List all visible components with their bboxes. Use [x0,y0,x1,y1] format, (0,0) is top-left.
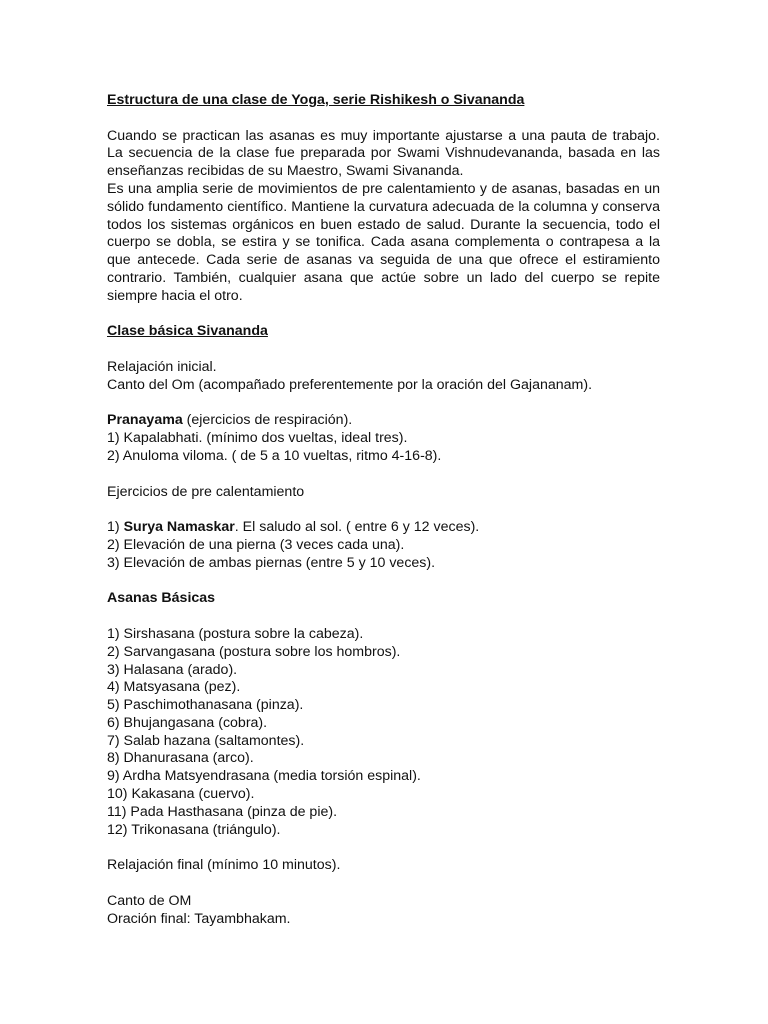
pranayama-item: 1) Kapalabhati. (mínimo dos vueltas, ideal tres). [107,430,408,447]
asana-item: 4) Matsyasana (pez). [107,679,241,696]
warmup-heading: Ejercicios de pre calentamiento [107,483,305,500]
asana-item: 10) Kakasana (cuervo). [107,786,255,803]
asana-item: 2) Sarvangasana (postura sobre los hombros). [107,643,401,660]
pranayama-label: Pranayama [107,412,183,429]
final-relaxation: Relajación final (mínimo 10 minutos). [107,857,341,874]
basic-class-heading: Clase básica Sivananda [107,323,268,340]
document-title: Estructura de una clase de Yoga, serie Rishikesh o Sivananda [107,92,525,108]
pranayama-item: 2) Anuloma viloma. ( de 5 a 10 vueltas, ritmo 4-16-8). [107,447,442,464]
om-chant-line: Canto del Om (acompañado preferentemente por la oración del Gajananam). [107,376,593,393]
asana-item: 5) Paschimothanasana (pinza). [107,697,304,714]
surya-namaskar-label: Surya Namaskar [123,519,235,536]
asana-item: 9) Ardha Matsyendrasana (media torsión espinal). [107,768,421,785]
asana-item: 7) Salab hazana (saltamontes). [107,732,305,749]
warmup-item: 2) Elevación de una pierna (3 veces cada una). [107,536,405,553]
asana-item: 11) Pada Hasthasana (pinza de pie). [107,803,338,820]
document-body [107,92,660,928]
asana-item: 3) Halasana (arado). [107,661,238,678]
intro-paragraph-1: Cuando se practican las asanas es muy importante ajustarse a una pauta de trabajo. La secuencia de la clase fue preparada por Swami Vishnudevananda, basada en las enseñanzas recibidas de su Maestro, Swami Sivananda. [107,127,660,180]
warmup-item [107,519,660,537]
closing-om-chant: Canto de OM [107,892,192,909]
pranayama-description: (ejercicios de respiración). [182,412,353,429]
warmup-item: 3) Elevación de ambas piernas (entre 5 y 10 veces). [107,554,436,571]
asana-item: 1) Sirshasana (postura sobre la cabeza). [107,625,364,642]
pranayama-line [107,412,660,430]
asana-item: 12) Trikonasana (triángulo). [107,821,281,838]
asanas-heading: Asanas Básicas [107,590,216,607]
asana-item: 6) Bhujangasana (cobra). [107,714,268,731]
warmup-item-description: . El saludo al sol. ( entre 6 y 12 veces). [234,519,480,536]
final-prayer: Oración final: Tayambhakam. [107,910,291,927]
initial-relaxation: Relajación inicial. [107,358,217,375]
asana-item: 8) Dhanurasana (arco). [107,750,254,767]
warmup-item-number: 1) [107,519,124,536]
intro-paragraph-2: Es una amplia serie de movimientos de pre calentamiento y de asanas, basadas en un sólido fundamento científico. Mantiene la curvatura adecuada de la columna y conserva todos los sistemas orgánicos en buen estado de salud. Durante la secuencia, todo el cuerpo se dobla, se estira y se tonifica. Cada asana complementa o contrapesa a la que antecede. Cada serie de asanas va seguida de una que ofrece el estiramiento contrario. También, cualquier asana que actúe sobre un lado del cuerpo se repite siempre hacia el otro. [107,180,660,304]
